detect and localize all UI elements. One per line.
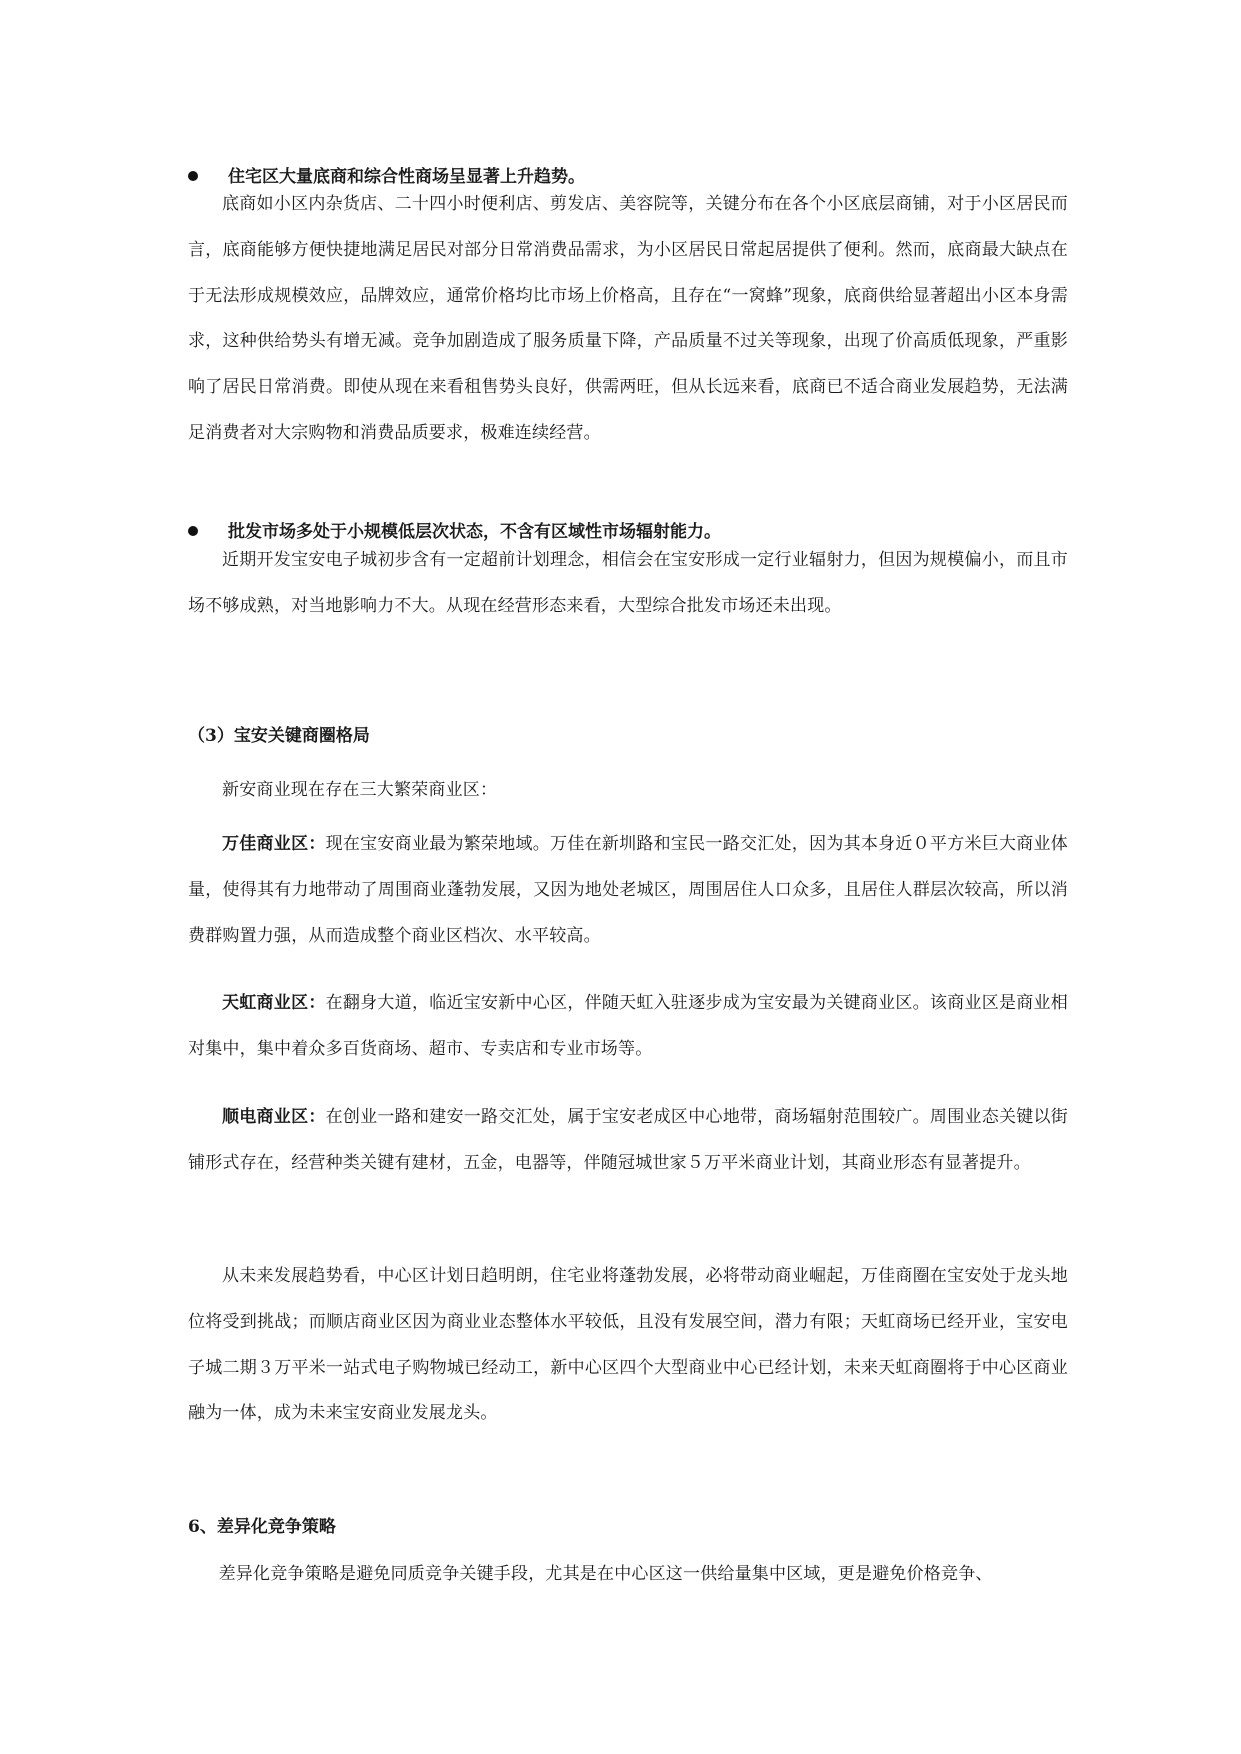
district-paragraph xyxy=(188,1095,1068,1187)
section-heading-3: （3）宝安关键商圈格局 xyxy=(188,726,370,746)
paragraph-text: 新安商业现在存在三大繁荣商业区： xyxy=(222,780,498,800)
district-tianhong xyxy=(188,981,1068,1073)
district-wanjia xyxy=(188,822,1068,959)
bullet-text: 住宅区大量底商和综合性商场呈显著上升趋势。 xyxy=(228,167,585,187)
paragraph-shop-analysis xyxy=(188,182,1068,457)
paragraph-intro xyxy=(188,768,1068,814)
paragraph-text: 近期开发宝安电子城初步含有一定超前计划理念，相信会在宝安形成一定行业辐射力，但因为规模偏小，而且市场不够成熟，对当地影响力不大。从现在经营形态来看，大型综合批发市场还未出现。 xyxy=(188,550,1068,616)
paragraph-text: 从未来发展趋势看，中心区计划日趋明朗，住宅业将蓬勃发展，必将带动商业崛起，万佳商圈在宝安处于龙头地位将受到挑战；而顺店商业区因为商业业态整体水平较低，且没有发展空间，潜力有限；天虹商场已经开业，宝安电子城二期３万平米一站式电子购物城已经动工，新中心区四个大型商业中心已经计划，未来天虹商圈将于中心区商业融为一体，成为未来宝安商业发展龙头。 xyxy=(188,1266,1068,1424)
paragraph-text: 差异化竞争策略是避免同质竞争关键手段，尤其是在中心区这一供给量集中区域，更是避免价格竞争、 xyxy=(218,1564,993,1584)
paragraph-wholesale xyxy=(188,538,1068,630)
district-paragraph xyxy=(188,981,1068,1073)
district-text: 在翻身大道，临近宝安新中心区，伴随天虹入驻逐步成为宝安最为关键商业区。该商业区是商业相对集中，集中着众多百货商场、超市、专卖店和专业市场等。 xyxy=(188,993,1068,1059)
district-text: 在创业一路和建安一路交汇处，属于宝安老成区中心地带，商场辐射范围较广。周围业态关键以街铺形式存在，经营种类关键有建材，五金，电器等，伴随冠城世家５万平米商业计划，其商业形态有显著提升。 xyxy=(188,1107,1068,1173)
section-heading-6: 6、差异化竞争策略 xyxy=(188,1517,336,1537)
district-term: 顺电商业区： xyxy=(222,1107,326,1127)
district-shundian xyxy=(188,1095,1068,1187)
paragraph-future-trend xyxy=(188,1254,1068,1437)
district-paragraph xyxy=(188,822,1068,959)
bullet-dot-icon xyxy=(188,526,198,536)
bullet-text: 批发市场多处于小规模低层次状态，不含有区域性市场辐射能力。 xyxy=(228,522,721,542)
district-text: 现在宝安商业最为繁荣地域。万佳在新圳路和宝民一路交汇处，因为其本身近０平方米巨大商业体量，使得其有力地带动了周围商业蓬勃发展，又因为地处老城区，周围居住人口众多，且居住人群层次较高，所以消费群购置力强，从而造成整个商业区档次、水平较高。 xyxy=(188,834,1068,946)
paragraph-text: 底商如小区内杂货店、二十四小时便利店、剪发店、美容院等，关键分布在各个小区底层商铺，对于小区居民而言，底商能够方便快捷地满足居民对部分日常消费品需求，为小区居民日常起居提供了便利。然而，底商最大缺点在于无法形成规模效应，品牌效应，通常价格均比市场上价格高，且存在“一窝蜂”现象，底商供给显著超出小区本身需求，这种供给势头有增无减。竞争加剧造成了服务质量下降，产品质量不过关等现象，出现了价高质低现象，严重影响了居民日常消费。即使从现在来看租售势头良好，供需两旺，但从长远来看，底商已不适合商业发展趋势，无法满足消费者对大宗购物和消费品质要求，极难连续经营。 xyxy=(188,194,1068,443)
bullet-dot-icon xyxy=(188,171,198,181)
paragraph-differentiation xyxy=(188,1552,1068,1598)
district-term: 万佳商业区： xyxy=(222,834,326,854)
district-term: 天虹商业区： xyxy=(222,993,326,1013)
